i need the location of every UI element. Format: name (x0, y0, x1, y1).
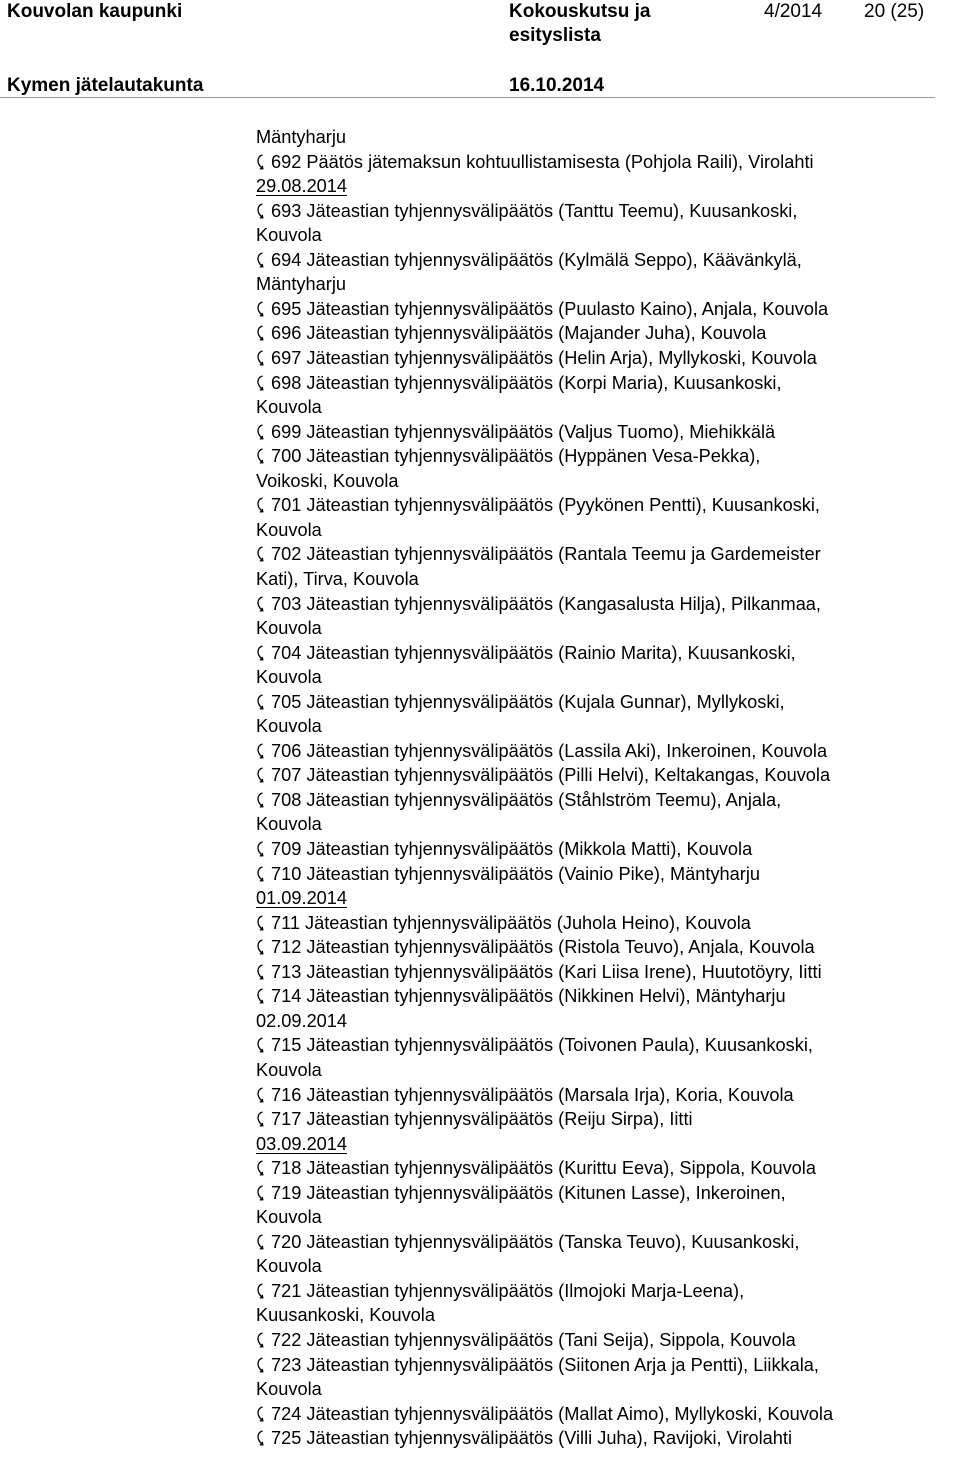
curved-arrow-icon (256, 251, 265, 269)
decision-item (256, 1353, 819, 1377)
decision-item-text: 700 Jäteastian tyhjennysvälipäätös (Hyppänen Vesa-Pekka), (271, 446, 761, 467)
decision-item (256, 1083, 794, 1107)
decision-item (256, 371, 782, 395)
continuation-text: Voikoski, Kouvola (256, 470, 399, 491)
decision-item (256, 420, 775, 444)
curved-arrow-icon (256, 1331, 265, 1349)
continuation-text: Mäntyharju (256, 127, 346, 147)
decision-item (256, 1230, 799, 1254)
decision-item-text: 720 Jäteastian tyhjennysvälipäätös (Tanska Teuvo), Kuusankoski, (271, 1231, 800, 1252)
decision-item-text: 719 Jäteastian tyhjennysvälipäätös (Kitunen Lasse), Inkeroinen, (271, 1182, 786, 1203)
curved-arrow-icon (256, 1184, 265, 1202)
decision-item (256, 862, 760, 886)
curved-arrow-icon (256, 1282, 265, 1300)
decision-item (256, 199, 797, 223)
curved-arrow-icon (256, 742, 265, 760)
curved-arrow-icon (256, 914, 265, 932)
decision-item-text: 693 Jäteastian tyhjennysvälipäätös (Tanttu Teemu), Kuusankoski, (271, 200, 798, 221)
decision-item (256, 150, 814, 174)
curved-arrow-icon (256, 1110, 265, 1128)
decision-item-text: 723 Jäteastian tyhjennysvälipäätös (Siitonen Arja ja Pentti), Liikkala, (271, 1354, 819, 1375)
decision-item-text: 722 Jäteastian tyhjennysvälipäätös (Tani Seija), Sippola, Kouvola (271, 1330, 796, 1350)
decision-item (256, 1033, 813, 1057)
continuation-text: Kouvola (256, 1256, 322, 1277)
decision-item (256, 248, 802, 272)
decision-item (256, 346, 817, 370)
curved-arrow-icon (256, 987, 265, 1005)
decision-item (256, 960, 822, 984)
decision-item-text: 710 Jäteastian tyhjennysvälipäätös (Vainio Pike), Mäntyharju (271, 863, 760, 884)
decision-item-text: 701 Jäteastian tyhjennysvälipäätös (Pyykönen Pentti), Kuusankoski, (271, 495, 820, 516)
continuation-text: Kouvola (256, 519, 322, 540)
curved-arrow-icon (256, 153, 265, 171)
decision-item (256, 788, 781, 812)
date-heading: 03.09.2014 (256, 1133, 348, 1154)
decision-item-text: 707 Jäteastian tyhjennysvälipäätös (Pilli Helvi), Keltakangas, Kouvola (271, 765, 831, 786)
decision-item (256, 1279, 744, 1303)
decision-item-text: 705 Jäteastian tyhjennysvälipäätös (Kujala Gunnar), Myllykoski, (271, 691, 785, 712)
curved-arrow-icon (256, 766, 265, 784)
decision-item (256, 739, 827, 763)
date-heading: 01.09.2014 (256, 888, 348, 909)
curved-arrow-icon (256, 423, 265, 441)
continuation-text: Kouvola (256, 1379, 322, 1399)
decision-item-text: 697 Jäteastian tyhjennysvälipäätös (Helin Arja), Myllykoski, Kouvola (271, 348, 817, 368)
curved-arrow-icon (256, 1233, 265, 1251)
continuation-text: Kati), Tirva, Kouvola (256, 568, 419, 589)
curved-arrow-icon (256, 1405, 265, 1423)
decision-item (256, 763, 830, 787)
continuation-text: Kouvola (256, 1059, 322, 1080)
curved-arrow-icon (256, 938, 265, 956)
decision-item (256, 1328, 796, 1352)
curved-arrow-icon (256, 324, 265, 342)
decision-item-text: 721 Jäteastian tyhjennysvälipäätös (Ilmojoki Marja-Leena), (271, 1280, 745, 1301)
decision-item-text: 714 Jäteastian tyhjennysvälipäätös (Nikkinen Helvi), Mäntyharju (271, 986, 786, 1007)
decision-item-text: 715 Jäteastian tyhjennysvälipäätös (Toivonen Paula), Kuusankoski, (271, 1035, 813, 1056)
decision-item (256, 1181, 786, 1205)
curved-arrow-icon (256, 840, 265, 858)
header-doc-type-line1: Kokouskutsu ja (509, 1, 651, 22)
decision-item (256, 837, 752, 861)
curved-arrow-icon (256, 1086, 265, 1104)
continuation-text: Kouvola (256, 225, 322, 246)
curved-arrow-icon (256, 496, 265, 514)
header-doc-type-line2: esityslista (509, 25, 601, 46)
curved-arrow-icon (256, 865, 265, 883)
decision-item-text: 698 Jäteastian tyhjennysvälipäätös (Korpi Maria), Kuusankoski, (271, 372, 782, 393)
continuation-text: Kuusankoski, Kouvola (256, 1305, 435, 1326)
decision-item-text: 725 Jäteastian tyhjennysvälipäätös (Villi Juha), Ravijoki, Virolahti (271, 1428, 792, 1449)
decision-item-text: 706 Jäteastian tyhjennysvälipäätös (Lassila Aki), Inkeroinen, Kouvola (271, 740, 828, 761)
curved-arrow-icon (256, 1356, 265, 1374)
header-org: Kouvolan kaupunki (7, 1, 183, 22)
decision-item (256, 641, 796, 665)
decision-item-text: 699 Jäteastian tyhjennysvälipäätös (Valjus Tuomo), Miehikkälä (271, 421, 776, 442)
decision-item-text: 713 Jäteastian tyhjennysvälipäätös (Kari Liisa Irene), Huutotöyry, Iitti (271, 961, 822, 982)
decision-item (256, 1156, 816, 1180)
decision-item-text: 702 Jäteastian tyhjennysvälipäätös (Rantala Teemu ja Gardemeister (271, 544, 821, 565)
continuation-text: Kouvola (256, 1207, 322, 1228)
curved-arrow-icon (256, 644, 265, 662)
decision-item-text: 694 Jäteastian tyhjennysvälipäätös (Kylmälä Seppo), Käävänkylä, (271, 249, 802, 270)
decision-item (256, 592, 821, 616)
decision-item-text: 703 Jäteastian tyhjennysvälipäätös (Kangasalusta Hilja), Pilkanmaa, (271, 593, 821, 614)
decision-item-text: 717 Jäteastian tyhjennysvälipäätös (Reiju Sirpa), Iitti (271, 1109, 693, 1129)
decision-item (256, 690, 785, 714)
curved-arrow-icon (256, 447, 265, 465)
header-meeting-no: 4/2014 (764, 1, 823, 22)
decision-item-text: 711 Jäteastian tyhjennysvälipäätös (Juhola Heino), Kouvola (271, 912, 751, 933)
decision-item-text: 724 Jäteastian tyhjennysvälipäätös (Mallat Aimo), Myllykoski, Kouvola (271, 1403, 834, 1424)
decision-item (256, 321, 766, 345)
continuation-text: Kouvola (256, 667, 322, 688)
decision-item-text: 712 Jäteastian tyhjennysvälipäätös (Ristola Teuvo), Anjala, Kouvola (271, 937, 815, 958)
decision-item (256, 542, 821, 566)
decision-item-text: 709 Jäteastian tyhjennysvälipäätös (Mikkola Matti), Kouvola (271, 839, 753, 859)
decision-item-text: 695 Jäteastian tyhjennysvälipäätös (Puulasto Kaino), Anjala, Kouvola (271, 298, 829, 319)
date-heading: 29.08.2014 (256, 176, 348, 197)
decision-item-text: 696 Jäteastian tyhjennysvälipäätös (Majander Juha), Kouvola (271, 323, 767, 344)
decision-item (256, 493, 820, 517)
curved-arrow-icon (256, 545, 265, 563)
decision-item (256, 1107, 693, 1131)
curved-arrow-icon (256, 202, 265, 220)
curved-arrow-icon (256, 349, 265, 367)
decision-item (256, 1426, 792, 1450)
continuation-text: Mäntyharju (256, 274, 346, 295)
curved-arrow-icon (256, 374, 265, 392)
continuation-text: Kouvola (256, 716, 322, 737)
decision-item (256, 984, 786, 1008)
continuation-text: Kouvola (256, 397, 322, 418)
decision-item-text: 708 Jäteastian tyhjennysvälipäätös (Ståhlström Teemu), Anjala, (271, 789, 782, 810)
decision-item (256, 444, 760, 468)
curved-arrow-icon (256, 300, 265, 318)
curved-arrow-icon (256, 1036, 265, 1054)
decision-item-text: 718 Jäteastian tyhjennysvälipäätös (Kurittu Eeva), Sippola, Kouvola (271, 1158, 816, 1179)
header-date: 16.10.2014 (509, 75, 605, 96)
curved-arrow-icon (256, 1159, 265, 1177)
continuation-text: Kouvola (256, 618, 322, 638)
decision-item (256, 935, 815, 959)
decision-item-text: 692 Päätös jätemaksun kohtuullistamisesta (Pohjola Raili), Virolahti (271, 151, 814, 172)
curved-arrow-icon (256, 791, 265, 809)
curved-arrow-icon (256, 595, 265, 613)
decision-item-text: 704 Jäteastian tyhjennysvälipäätös (Rainio Marita), Kuusankoski, (271, 642, 796, 663)
curved-arrow-icon (256, 1429, 265, 1447)
decision-item (256, 911, 751, 935)
header-page-number: 20 (25) (864, 1, 925, 22)
date-heading: 02.09.2014 (256, 1010, 348, 1031)
decision-item (256, 297, 828, 321)
continuation-text: Kouvola (256, 814, 322, 835)
header-committee: Kymen jätelautakunta (7, 75, 204, 96)
decision-item-text: 716 Jäteastian tyhjennysvälipäätös (Marsala Irja), Koria, Kouvola (271, 1084, 794, 1105)
curved-arrow-icon (256, 693, 265, 711)
curved-arrow-icon (256, 963, 265, 981)
decision-item (256, 1402, 833, 1426)
